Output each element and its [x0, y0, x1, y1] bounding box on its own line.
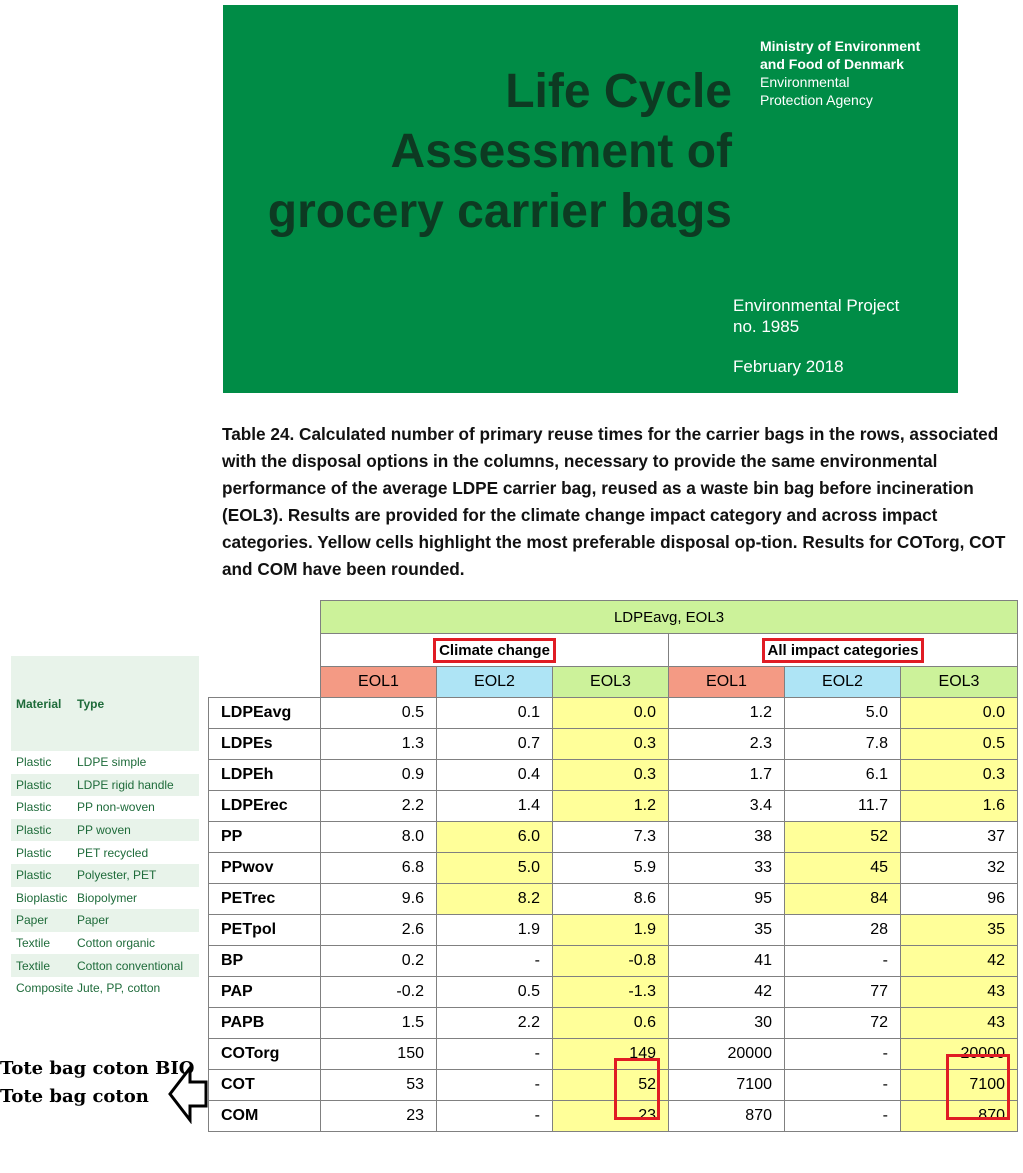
legend-type: PET recycled — [77, 845, 149, 860]
value-cell: 32 — [901, 853, 1018, 884]
value-cell: - — [785, 1039, 901, 1070]
all-impact-label: All impact categories — [762, 638, 925, 663]
legend-material: Plastic — [16, 755, 52, 770]
all-impact-header — [669, 634, 1018, 667]
publication-date: February 2018 — [733, 357, 844, 376]
value-cell: 0.3 — [553, 729, 669, 760]
value-cell: 43 — [901, 977, 1018, 1008]
row-label: COT — [209, 1070, 321, 1101]
eol-header: EOL2 — [785, 667, 901, 698]
legend-material: Textile — [16, 936, 51, 951]
row-label: COTorg — [209, 1039, 321, 1070]
table-row — [209, 822, 1018, 853]
value-cell: 8.0 — [321, 822, 437, 853]
value-cell: 28 — [785, 915, 901, 946]
legend-row — [11, 977, 199, 1000]
value-cell: 2.2 — [437, 1008, 553, 1039]
table-row — [209, 1008, 1018, 1039]
legend-type: Jute, PP, cotton — [77, 981, 161, 996]
value-cell: -1.3 — [553, 977, 669, 1008]
baseline-header: LDPEavg, EOL3 — [321, 601, 1018, 634]
value-cell: 0.3 — [901, 760, 1018, 791]
row-label: PETrec — [209, 884, 321, 915]
value-cell: - — [785, 946, 901, 977]
value-cell: 84 — [785, 884, 901, 915]
value-cell: 1.3 — [321, 729, 437, 760]
value-cell: 149 — [553, 1039, 669, 1070]
value-cell: 870 — [669, 1101, 785, 1132]
annotation-label: Tote bag coton — [0, 1086, 149, 1107]
legend-material: Plastic — [16, 845, 52, 860]
value-cell: - — [437, 946, 553, 977]
value-cell: 1.9 — [437, 915, 553, 946]
value-cell: 1.5 — [321, 1008, 437, 1039]
value-cell: 0.1 — [437, 698, 553, 729]
ministry-name: Ministry of Environment — [760, 38, 921, 54]
value-cell: 150 — [321, 1039, 437, 1070]
value-cell: - — [437, 1070, 553, 1101]
value-cell: 41 — [669, 946, 785, 977]
legend-material: Plastic — [16, 868, 52, 883]
value-cell: 0.0 — [901, 698, 1018, 729]
table-row — [209, 915, 1018, 946]
value-cell: 7100 — [901, 1070, 1018, 1101]
value-cell: 77 — [785, 977, 901, 1008]
legend-row — [11, 841, 199, 864]
legend-header-material: Material — [16, 696, 62, 711]
value-cell: 2.2 — [321, 791, 437, 822]
legend-material: Paper — [16, 913, 49, 928]
value-cell: 42 — [901, 946, 1018, 977]
table-row — [209, 1101, 1018, 1132]
value-cell: 7100 — [669, 1070, 785, 1101]
row-label: LDPEh — [209, 760, 321, 791]
value-cell: 0.5 — [437, 977, 553, 1008]
value-cell: - — [437, 1039, 553, 1070]
row-label: PPwov — [209, 853, 321, 884]
value-cell: 2.3 — [669, 729, 785, 760]
value-cell: 45 — [785, 853, 901, 884]
legend-row — [11, 954, 199, 977]
value-cell: 53 — [321, 1070, 437, 1101]
corner-cell — [209, 634, 321, 667]
value-cell: 8.6 — [553, 884, 669, 915]
table-row — [209, 729, 1018, 760]
value-cell: 43 — [901, 1008, 1018, 1039]
value-cell: 23 — [321, 1101, 437, 1132]
value-cell: 30 — [669, 1008, 785, 1039]
legend-material: Plastic — [16, 777, 52, 792]
legend-type: Cotton conventional — [77, 958, 184, 973]
cover-title-line: grocery carrier bags — [267, 185, 732, 238]
material-legend — [11, 656, 199, 1000]
eol-header: EOL3 — [901, 667, 1018, 698]
value-cell: 3.4 — [669, 791, 785, 822]
value-cell: 870 — [901, 1101, 1018, 1132]
value-cell: 5.0 — [785, 698, 901, 729]
project-number — [733, 295, 899, 337]
report-cover — [223, 5, 958, 393]
value-cell: 35 — [669, 915, 785, 946]
eol-header: EOL1 — [321, 667, 437, 698]
legend-material: Composite — [16, 981, 74, 996]
value-cell: 0.5 — [321, 698, 437, 729]
legend-row — [11, 819, 199, 842]
corner-cell — [209, 601, 321, 634]
value-cell: 95 — [669, 884, 785, 915]
corner-cell — [209, 667, 321, 698]
value-cell: 37 — [901, 822, 1018, 853]
value-cell: 5.9 — [553, 853, 669, 884]
value-cell: 0.4 — [437, 760, 553, 791]
value-cell: 6.1 — [785, 760, 901, 791]
legend-type: PP non-woven — [77, 800, 155, 815]
table-row — [209, 698, 1018, 729]
legend-row — [11, 751, 199, 774]
value-cell: 0.2 — [321, 946, 437, 977]
value-cell: 0.0 — [553, 698, 669, 729]
value-cell: 42 — [669, 977, 785, 1008]
value-cell: -0.2 — [321, 977, 437, 1008]
value-cell: 0.7 — [437, 729, 553, 760]
row-label: PP — [209, 822, 321, 853]
value-cell: 1.4 — [437, 791, 553, 822]
project-line: no. 1985 — [733, 317, 800, 336]
legend-row — [11, 864, 199, 887]
value-cell: 0.9 — [321, 760, 437, 791]
value-cell: 9.6 — [321, 884, 437, 915]
eol-header: EOL3 — [553, 667, 669, 698]
table-row — [209, 1070, 1018, 1101]
value-cell: 0.5 — [901, 729, 1018, 760]
value-cell: 0.3 — [553, 760, 669, 791]
annotation-label: Tote bag coton BIO — [0, 1058, 195, 1079]
legend-type: Biopolymer — [77, 890, 138, 905]
value-cell: 7.8 — [785, 729, 901, 760]
left-arrow-icon — [168, 1064, 208, 1124]
row-label: COM — [209, 1101, 321, 1132]
table-row — [209, 1039, 1018, 1070]
value-cell: 6.8 — [321, 853, 437, 884]
eol-header: EOL2 — [437, 667, 553, 698]
table-row — [209, 884, 1018, 915]
table-caption: Table 24. Calculated number of primary reuse times for the carrier bags in the rows, associated with the disposal options in the columns, necessary to provide the same environmental performance of the average LDPE carrier bag, reused as a waste bin bag before incineration (EOL3). Results are provided for the climate change impact category and across impact categories. Yellow cells highlight the most preferable disposal op-tion. Results for COTorg, COT and COM have been rounded. — [222, 424, 1006, 579]
agency-name: Environmental — [760, 74, 850, 90]
climate-change-header — [321, 634, 669, 667]
highlight-frame-all — [946, 1054, 1010, 1120]
row-label: PAPB — [209, 1008, 321, 1039]
row-label: LDPEs — [209, 729, 321, 760]
ministry-name: and Food of Denmark — [760, 56, 904, 72]
value-cell: 72 — [785, 1008, 901, 1039]
climate-change-label: Climate change — [433, 638, 556, 663]
row-label: BP — [209, 946, 321, 977]
legend-row — [11, 796, 199, 819]
legend-type: Cotton organic — [77, 936, 156, 951]
legend-row — [11, 887, 199, 910]
row-label: PETpol — [209, 915, 321, 946]
value-cell: - — [437, 1101, 553, 1132]
value-cell: 1.9 — [553, 915, 669, 946]
table-row — [209, 791, 1018, 822]
reuse-times-table — [208, 600, 1018, 1132]
legend-row — [11, 774, 199, 797]
legend-type: LDPE rigid handle — [77, 777, 174, 792]
legend-type: LDPE simple — [77, 755, 147, 770]
value-cell: 7.3 — [553, 822, 669, 853]
legend-type: Polyester, PET — [77, 868, 157, 883]
value-cell: 5.0 — [437, 853, 553, 884]
legend-header — [11, 656, 199, 751]
value-cell: 2.6 — [321, 915, 437, 946]
value-cell: 20000 — [669, 1039, 785, 1070]
value-cell: 6.0 — [437, 822, 553, 853]
table-row — [209, 977, 1018, 1008]
value-cell: -0.8 — [553, 946, 669, 977]
legend-material: Plastic — [16, 800, 52, 815]
cover-title — [268, 62, 732, 242]
value-cell: 1.2 — [553, 791, 669, 822]
value-cell: 11.7 — [785, 791, 901, 822]
legend-material: Bioplastic — [16, 890, 68, 905]
value-cell: 1.7 — [669, 760, 785, 791]
legend-row — [11, 932, 199, 955]
row-label: LDPEavg — [209, 698, 321, 729]
value-cell: 52 — [785, 822, 901, 853]
agency-name: Protection Agency — [760, 92, 873, 108]
highlight-frame-climate — [614, 1058, 660, 1120]
cover-title-line: Life Cycle — [505, 65, 732, 118]
value-cell: 96 — [901, 884, 1018, 915]
value-cell: 0.6 — [553, 1008, 669, 1039]
ministry-block — [760, 37, 920, 109]
table-row — [209, 760, 1018, 791]
legend-type: PP woven — [77, 823, 131, 838]
cover-title-line: Assessment of — [390, 125, 732, 178]
value-cell: 35 — [901, 915, 1018, 946]
row-label: PAP — [209, 977, 321, 1008]
row-label: LDPErec — [209, 791, 321, 822]
legend-material: Textile — [16, 958, 51, 973]
value-cell: 1.6 — [901, 791, 1018, 822]
eol-header: EOL1 — [669, 667, 785, 698]
value-cell: 38 — [669, 822, 785, 853]
legend-row — [11, 909, 199, 932]
table-row — [209, 853, 1018, 884]
legend-header-type: Type — [77, 696, 105, 711]
value-cell: - — [785, 1070, 901, 1101]
value-cell: 33 — [669, 853, 785, 884]
value-cell: 20000 — [901, 1039, 1018, 1070]
legend-material: Plastic — [16, 823, 52, 838]
legend-type: Paper — [77, 913, 110, 928]
value-cell: - — [785, 1101, 901, 1132]
value-cell: 52 — [553, 1070, 669, 1101]
value-cell: 23 — [553, 1101, 669, 1132]
value-cell: 1.2 — [669, 698, 785, 729]
value-cell: 8.2 — [437, 884, 553, 915]
table-row — [209, 946, 1018, 977]
project-line: Environmental Project — [733, 296, 900, 315]
